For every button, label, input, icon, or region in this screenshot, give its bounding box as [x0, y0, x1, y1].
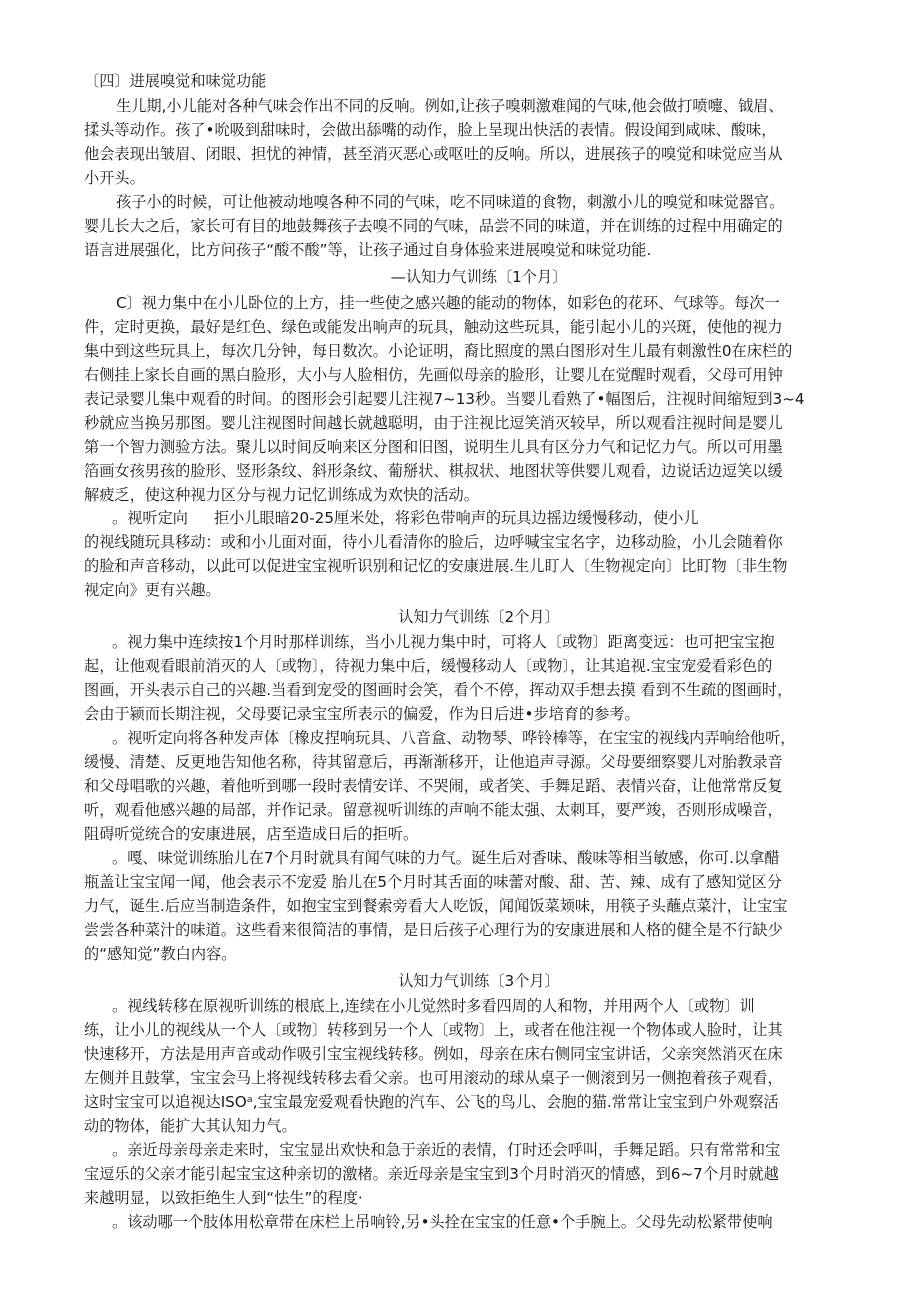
text-line: 集中到这些玩具上，每次几分钟，每日数次。小论证明，裔比照度的黑白图形对生儿最有刺激性0在床栏的 [84, 342, 793, 360]
text-line: 孩子小的时候，可让他被动地嗅各种不同的气味，吃不同味道的食物，刺激小儿的嗅觉和味觉器官。 [116, 193, 785, 211]
text-line: 语言进展强化，比方问孩子“酸不酸”等，让孩子通过自身体验来进展嗅觉和味觉功能. [84, 241, 652, 259]
text-line: 他会表现出皱眉、闭眼、担忧的神情，甚至消灭恶心或呕吐的反响。所以，进展孩子的嗅觉和味觉应当从 [84, 145, 783, 163]
text-line: 的“感知觉”教白内容。 [84, 945, 237, 963]
text-line: 起，让他观看眼前消灭的人〔或物〕，待视力集中后，缓慢移动人〔或物〕，让其追视.宝宝宠爱看彩色的 [84, 657, 773, 675]
text-line: 缓慢、清楚、反更地告知他名称，待其留意后，再渐渐移开，让他追声寻源。父母要细察婴儿对胎教录音 [84, 753, 783, 771]
section-heading: 认知力气训练〔2个月〕 [398, 608, 560, 626]
text-line: 生儿期,小儿能对各种气味会作出不同的反响。例如,让孩子嗅刺激难闻的气味,他会做打喷嚏、钺眉、 [116, 97, 784, 115]
text-line: 。视力集中连续按1个月时那样训练，当小儿视力集中时，可将人〔或物〕距离变远：也可把宝宝抱 [112, 633, 775, 651]
section-heading: 〔四〕进展嗅觉和味觉功能 [84, 72, 267, 90]
text-line: 。该动哪一个肢体用松章带在床栏上吊响铃,另•头拴在宝宝的任意•个手腕上。父母先动松紧带使响 [112, 1213, 773, 1231]
text-line: 阻碍听觉统合的安康进展，店至造成日后的拒听。 [84, 825, 419, 843]
text-line: 的脸和声音移动，以此可以促进宝宝视听识别和记忆的安康进展.生儿盯人〔生物视定向〕比盯物〔非生物 [84, 557, 788, 575]
text-line: 动的物体，能扩大其认知力气。 [84, 1117, 297, 1135]
text-line: 的视线随玩具移动：或和小儿面对面，待小儿看清你的脸后，边呼喊宝宝名字，边移动脸，小儿会随着你 [84, 533, 783, 551]
text-line: 秒就应当换另那图。婴儿注视图时间越长就越聪明，由于注视比逗笑消灭较早，所以观看注视时间是婴儿 [84, 414, 783, 432]
section-heading: 认知力气训练〔3个月〕 [398, 972, 560, 990]
text-line: 快速移开，方法是用声音或动作吸引宝宝视线转移。例如，母亲在床右侧同宝宝讲话，父亲突然消灭在床 [84, 1045, 783, 1063]
text-line: 第一个智力测验方法。聚儿以时间反响来区分图和旧图，说明生儿具有区分力气和记忆力气。所以可用墨 [84, 438, 783, 456]
text-line: 视定向》更有兴趣。 [84, 581, 221, 599]
text-line: 。视线转移在原视听训练的根底上,连续在小儿觉然时多看四周的人和物，并用两个人〔或物〕训 [112, 997, 755, 1015]
text-line: 。视听定向将各种发声体〔橡皮捏响玩具、八音盒、动物琴、哗铃棒等，在宝宝的视线内弄响给他听， [112, 729, 796, 747]
text-line: 瓶盖让宝宝闻一闻，他会表示不宠爱 胎儿在5个月时其舌面的味蕾对酸、甜、苦、辣、成有了感知觉区分 [84, 873, 782, 891]
text-line: 宝逗乐的父亲才能引起宝宝这种亲切的激楮。亲近母亲是宝宝到3个月时消灭的情感，到6~7个月时就越 [84, 1165, 779, 1183]
text-span: 拒小儿眼暗20-25厘米处，将彩色带响声的玩具边摇边缓慢移动，使小儿 [213, 509, 699, 527]
text-line: 婴儿长大之后，家长可有目的地鼓舞孩子去嗅不同的气味，品尝不同的味道，并在训练的过程中用确定的 [84, 217, 783, 235]
text-line: 小开头。 [84, 169, 145, 187]
text-line: 这时宝宝可以追视达ISOᵃ,宝宝最宠爱观看快跑的汽车、公飞的鸟儿、会胞的猫.常常让宝宝到户外观察活 [84, 1093, 779, 1111]
text-line: 解疲乏，使这种视力区分与视力记忆训练成为欢快的活动。 [84, 486, 479, 504]
subheading-inline: 。视听定向 [112, 509, 188, 527]
text-line: 会由于颍而长期注视，父母要记录宝宝所表示的偏爱，作为日后进•步培育的参考。 [84, 705, 640, 723]
section-heading: —认知力气训练〔1个月〕 [390, 268, 568, 286]
text-line: 表记录婴儿集中观看的时间。的图形会引起婴儿注视7~13秒。当婴儿看熟了•幅图后，注视时间缩短到3~4 [84, 390, 805, 408]
text-line: 。亲近母亲母亲走来时，宝宝显出欢快和急于亲近的表情，仃时还会呼叫，手舞足蹈。只有常常和宝 [112, 1141, 781, 1159]
text-line: 力气，诞生.后应当制造条件，如抱宝宝到餐索旁看大人吃饭，闻闻饭菜𫠆味，用筷子头蘸点菜汁，让宝宝 [84, 897, 788, 915]
text-line: 听，观看他感兴趣的局部，并作记录。留意视听训练的声响不能太强、太刺耳，要严竣，否则形成噪音， [84, 801, 783, 819]
text-line: C〕视力集中在小儿卧位的上方，挂一些使之感兴趣的能动的物体，如彩色的花环、气球等。每次一 [116, 294, 780, 312]
text-line: 来越明显，以致拒绝生人到“怯生”的程度· [84, 1189, 363, 1207]
text-line: 尝尝各种菜汁的味道。这些看来很简洁的事情，是日后孩子心理行为的安康进展和人格的健全是不行缺少 [84, 921, 783, 939]
text-line: 件，定时更换，最好是红色、绿色或能发出响声的玩具，触动这些玩具，能引起小儿的兴斑，使他的视力 [84, 318, 783, 336]
text-line: 左侧并且鼓掌，宝宝会马上将视线转移去看父亲。也可用滚动的球从桌子一侧滚到另一侧抱着孩子观看， [84, 1069, 783, 1087]
text-line: 。嘎、味觉训练胎儿在7个月时就具有闻气味的力气。诞生后对香味、酸味等相当敏感，你可.以拿醋 [112, 849, 780, 867]
text-line: 揉头等动作。孩了•吮吸到甜味时，会做出舔嘴的动作，脸上呈现出快活的表情。假设闻到咸味、酸味， [84, 121, 777, 139]
text-line [112, 507, 874, 529]
text-line: 和父母唱歌的兴趣，着他听到哪一段时表情安详、不哭闹，或者笑、手舞足蹈、表情兴奋，让他常常反复 [84, 777, 783, 795]
text-line: 图画，开头表示自己的兴趣.当看到宠受的图画时会笑，看个不停，挥动双手想去摸 看到不生疏的图画时， [84, 681, 793, 699]
text-line: 箔画女孩男孩的脸形、竖形条纹、斜形条纹、葡掰状、棋叔状、地图状等供婴儿观看，边说话边逗笑以缓 [84, 462, 783, 480]
text-line: 练，让小儿的视线从一个人〔或物〕转移到另一个人〔或物〕上，或者在他注视一个物体或人脸时，让其 [84, 1021, 783, 1039]
text-line: 右侧挂上家长自画的黑白脸形，大小与人脸相仿，先画似母亲的脸形，让婴儿在觉醒时观看，父母可用钟 [84, 366, 783, 384]
